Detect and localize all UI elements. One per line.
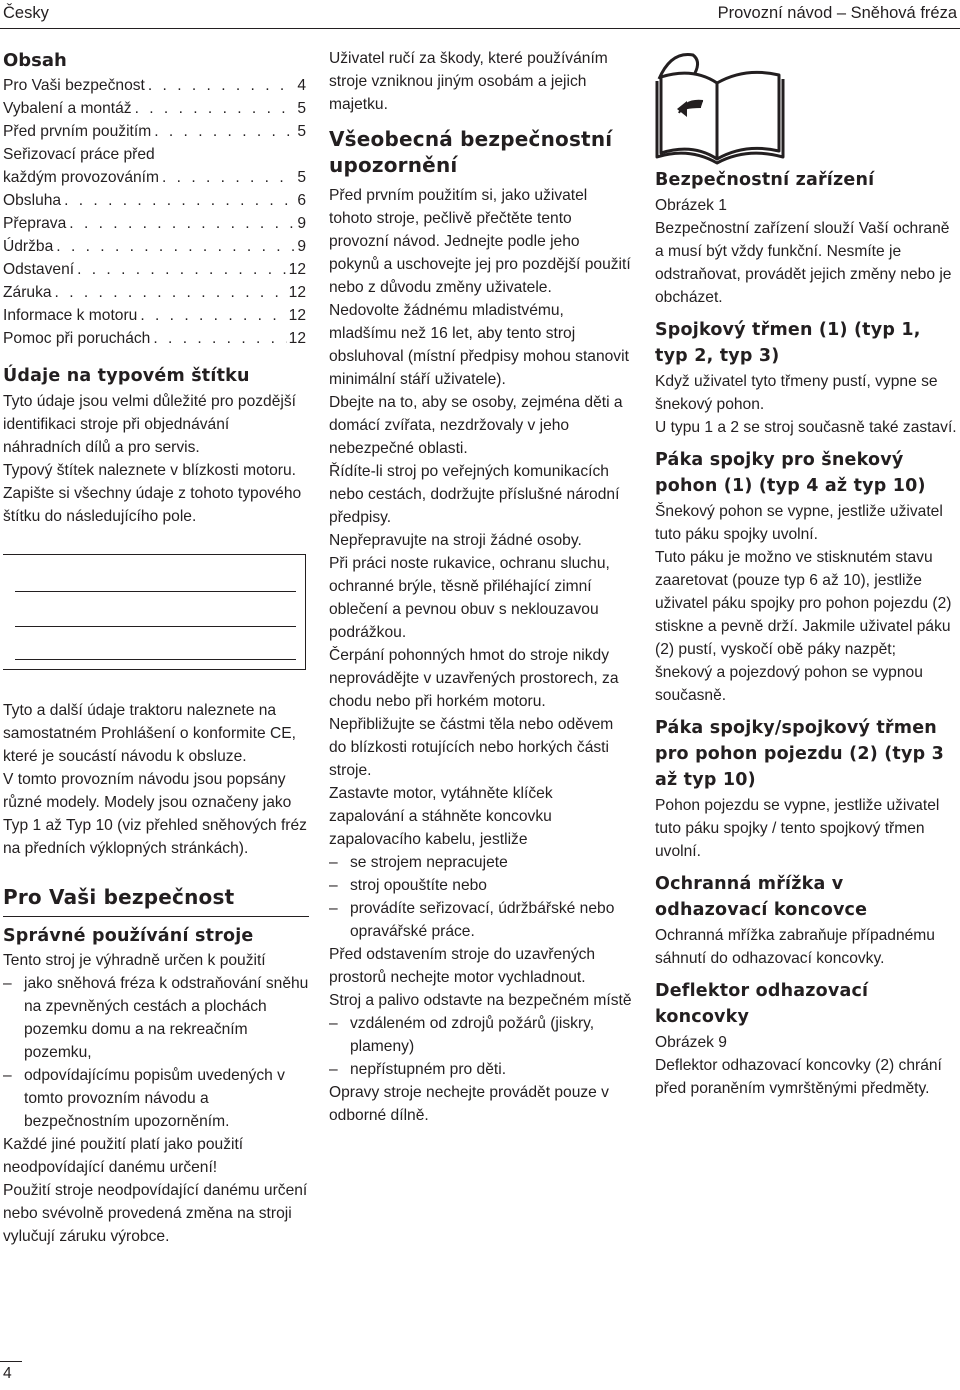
clutch-heading: Spojkový třmen (1) (typ 1, typ 2, typ 3)	[655, 320, 921, 366]
drive-paragraph: Pohon pojezdu se vypne, jestliže uživatel tuto páku spojky / tento spojkový třmen uvolní.	[655, 797, 940, 860]
list-item: – odpovídajícímu popisům uvedených v tomto provozním návodu a bezpečnostním upozorněním.	[3, 1067, 285, 1130]
guard-paragraph: Ochranná mřížka zabraňuje případnému sáhnutí do odhazovací koncovky.	[655, 927, 935, 967]
auger-heading: Páka spojky pro šnekový pohon (1) (typ 4 až typ 10)	[655, 450, 926, 496]
header-rule	[0, 28, 960, 29]
list-item: – se strojem nepracujete	[329, 854, 508, 871]
toc-entry[interactable]: Údržba . . . 9	[3, 235, 306, 258]
safety-paragraph: Řídíte-li stroj po veřejných komunikacích nebo cestách, dodržujte příslušné národní předpisy.	[329, 463, 620, 526]
safety-paragraph: Zastavte motor, vytáhněte klíček zapalování a stáhněte koncovku zapalovacího kabelu, jestliže	[329, 785, 553, 848]
toc-entry[interactable]: Informace k motoru . . . 12	[3, 304, 306, 327]
general-safety-heading: Všeobecná bezpečnostní upozornění	[329, 127, 613, 177]
deflector-heading: Deflektor odhazovací koncovky	[655, 981, 869, 1027]
entry-line	[15, 659, 296, 660]
plate-paragraph: Tyto údaje jsou velmi důležité pro pozdější identifikaci stroje při objednávání náhradních dílů a pro servis.	[3, 393, 296, 456]
type-plate-entry-box[interactable]	[3, 554, 306, 670]
page-number: 4	[3, 1365, 12, 1382]
list-item: – vzdáleném od zdrojů požárů (jiskry, plameny)	[329, 1015, 595, 1055]
clutch-paragraph: Když uživatel tyto třmeny pustí, vypne se šnekový pohon.	[655, 373, 938, 413]
figure-ref: Obrázek 9	[655, 1034, 727, 1051]
safety-paragraph: Nepřibližujte se částmi těla nebo oděvem do blízkosti rotujících nebo horkých části stroje.	[329, 716, 614, 779]
safety-paragraph: Opravy stroje nechejte provádět pouze v odborné dílně.	[329, 1084, 609, 1124]
page-header	[3, 4, 957, 24]
plate-paragraph: Zapište si všechny údaje z tohoto typového štítku do následujícího pole.	[3, 485, 302, 525]
usage-paragraph: Každé jiné použití platí jako použití neodpovídající danému určení!	[3, 1136, 244, 1176]
clutch-paragraph: U typu 1 a 2 se stroj současně také zastaví.	[655, 419, 957, 436]
auger-paragraph: Tuto páku je možno ve stisknutém stavu zaaretovat (pouze typ 6 až 10), jestliže uživatel páku spojky pro pohon pojezdu (2) stiskne a pevně drží. Jakmile uživatel páku (2) pustí, vyskočí obě páky nazpět; šnekový a pojezdový pohon se vypnou současně.	[655, 549, 952, 704]
safety-paragraph: Čerpání pohonných hmot do stroje nikdy neprovádějte v uzavřených prostorech, za chodu nebo při horkém motoru.	[329, 647, 619, 710]
safety-paragraph: Před odstavením stroje do uzavřených prostorů nechejte motor vychladnout.	[329, 946, 596, 986]
safety-heading: Pro Vaši bezpečnost	[3, 884, 309, 917]
liability-paragraph: Uživatel ručí za škody, které používáním stroje vzniknou jiným osobám a jejich majetku.	[329, 50, 608, 113]
list-item: – provádíte seřizovací, údržbářské nebo opravářské práce.	[329, 900, 615, 940]
column-right	[655, 44, 957, 1100]
drive-heading: Páka spojky/spojkový třmen pro pohon pojezdu (2) (typ 3 až typ 10)	[655, 718, 944, 790]
safety-paragraph: Před prvním použitím si, jako uživatel tohoto stroje, pečlivě přečtěte tento provozní návod. Jednejte podle jeho pokynů a uschovejte jej pro pozdější použití nebo z důvodu změny uživatele.	[329, 187, 631, 296]
usage-heading: Správné používání stroje	[3, 926, 254, 946]
toc-entry[interactable]: Pro Vaši bezpečnost . . . 4	[3, 74, 306, 97]
devices-paragraph: Bezpečnostní zařízení slouží Vaší ochraně a musí být vždy funkční. Nesmíte je odstraňovat, provádět jejich změny nebo je obcházet.	[655, 220, 952, 306]
safety-paragraph: Dbejte na to, aby se osoby, zejména děti a domácí zvířata, nezdržovaly v jeho nebezpečné oblasti.	[329, 394, 623, 457]
safety-paragraph: Nedovolte žádnému mladistvému, mladšímu než 16 let, aby tento stroj obsluhoval (místní předpisy mohou stanovit minimální stáří uživatele).	[329, 302, 629, 388]
manual-book-icon	[655, 47, 787, 165]
toc-entry[interactable]: Před prvním použitím . . . 5	[3, 120, 306, 143]
deflector-paragraph: Deflektor odhazovací koncovky (2) chrání před poraněním vymrštěnými předměty.	[655, 1057, 942, 1097]
figure-ref: Obrázek 1	[655, 197, 727, 214]
list-item: – jako sněhová fréza k odstraňování sněhu na zpevněných cestách a plochách pozemku domu a na rekreačním pozemku,	[3, 975, 309, 1061]
toc-entry[interactable]: Vybalení a montáž . . . 5	[3, 97, 306, 120]
toc-entry[interactable]: Obsluha . . . 6	[3, 189, 306, 212]
header-doc-title: Provozní návod – Sněhová fréza	[717, 4, 957, 22]
guard-heading: Ochranná mřížka v odhazovací koncovce	[655, 874, 868, 920]
entry-line	[15, 626, 296, 627]
toc-entry[interactable]: Přeprava . . . 9	[3, 212, 306, 235]
auger-paragraph: Šnekový pohon se vypne, jestliže uživatel tuto páku spojky uvolní.	[655, 503, 943, 543]
footer-rule	[0, 1361, 22, 1362]
safety-paragraph: Nepřepravujte na stroji žádné osoby.	[329, 532, 582, 549]
toc-title: Obsah	[3, 50, 67, 71]
toc-list	[3, 74, 309, 350]
plate-paragraph: Tyto a další údaje traktoru naleznete na samostatném Prohlášení o konformite CE, které je soucástí návodu k obsluze.	[3, 702, 296, 765]
plate-paragraph: V tomto provozním návodu jsou popsány různé modely. Modely jsou označeny jako Typ 1 až Typ 10 (viz přehled sněhových fréz na předních výklopných stránkách).	[3, 771, 307, 857]
toc-entry[interactable]: Seřizovací práce před každým provozováním . . . 5	[3, 143, 309, 189]
header-language: Česky	[3, 4, 49, 22]
list-item: – nepřístupném pro děti.	[329, 1061, 507, 1078]
safety-paragraph: Při práci noste rukavice, ochranu sluchu, ochranné brýle, těsně přiléhající zimní oblečení a pevnou obuv s neklouzavou podrážkou.	[329, 555, 610, 641]
toc-entry[interactable]: Záruka . . . 12	[3, 281, 306, 304]
safety-paragraph: Stroj a palivo odstavte na bezpečném místě	[329, 992, 632, 1009]
list-item: – stroj opouštíte nebo	[329, 877, 487, 894]
plate-heading: Údaje na typovém štítku	[3, 366, 250, 386]
usage-intro: Tento stroj je výhradně určen k použití	[3, 952, 266, 969]
column-middle	[329, 47, 632, 1127]
plate-paragraph: Typový štítek naleznete v blízkosti motoru.	[3, 462, 296, 479]
column-left	[3, 40, 309, 1248]
toc-entry[interactable]: Odstavení . . . 12	[3, 258, 306, 281]
devices-heading: Bezpečnostní zařízení	[655, 170, 875, 190]
usage-paragraph: Použití stroje neodpovídající danému určení nebo svévolně provedená změna na stroji vylučují záruku výrobce.	[3, 1182, 308, 1245]
toc-entry[interactable]: Pomoc při poruchách . . . 12	[3, 327, 306, 350]
entry-line	[15, 591, 296, 592]
